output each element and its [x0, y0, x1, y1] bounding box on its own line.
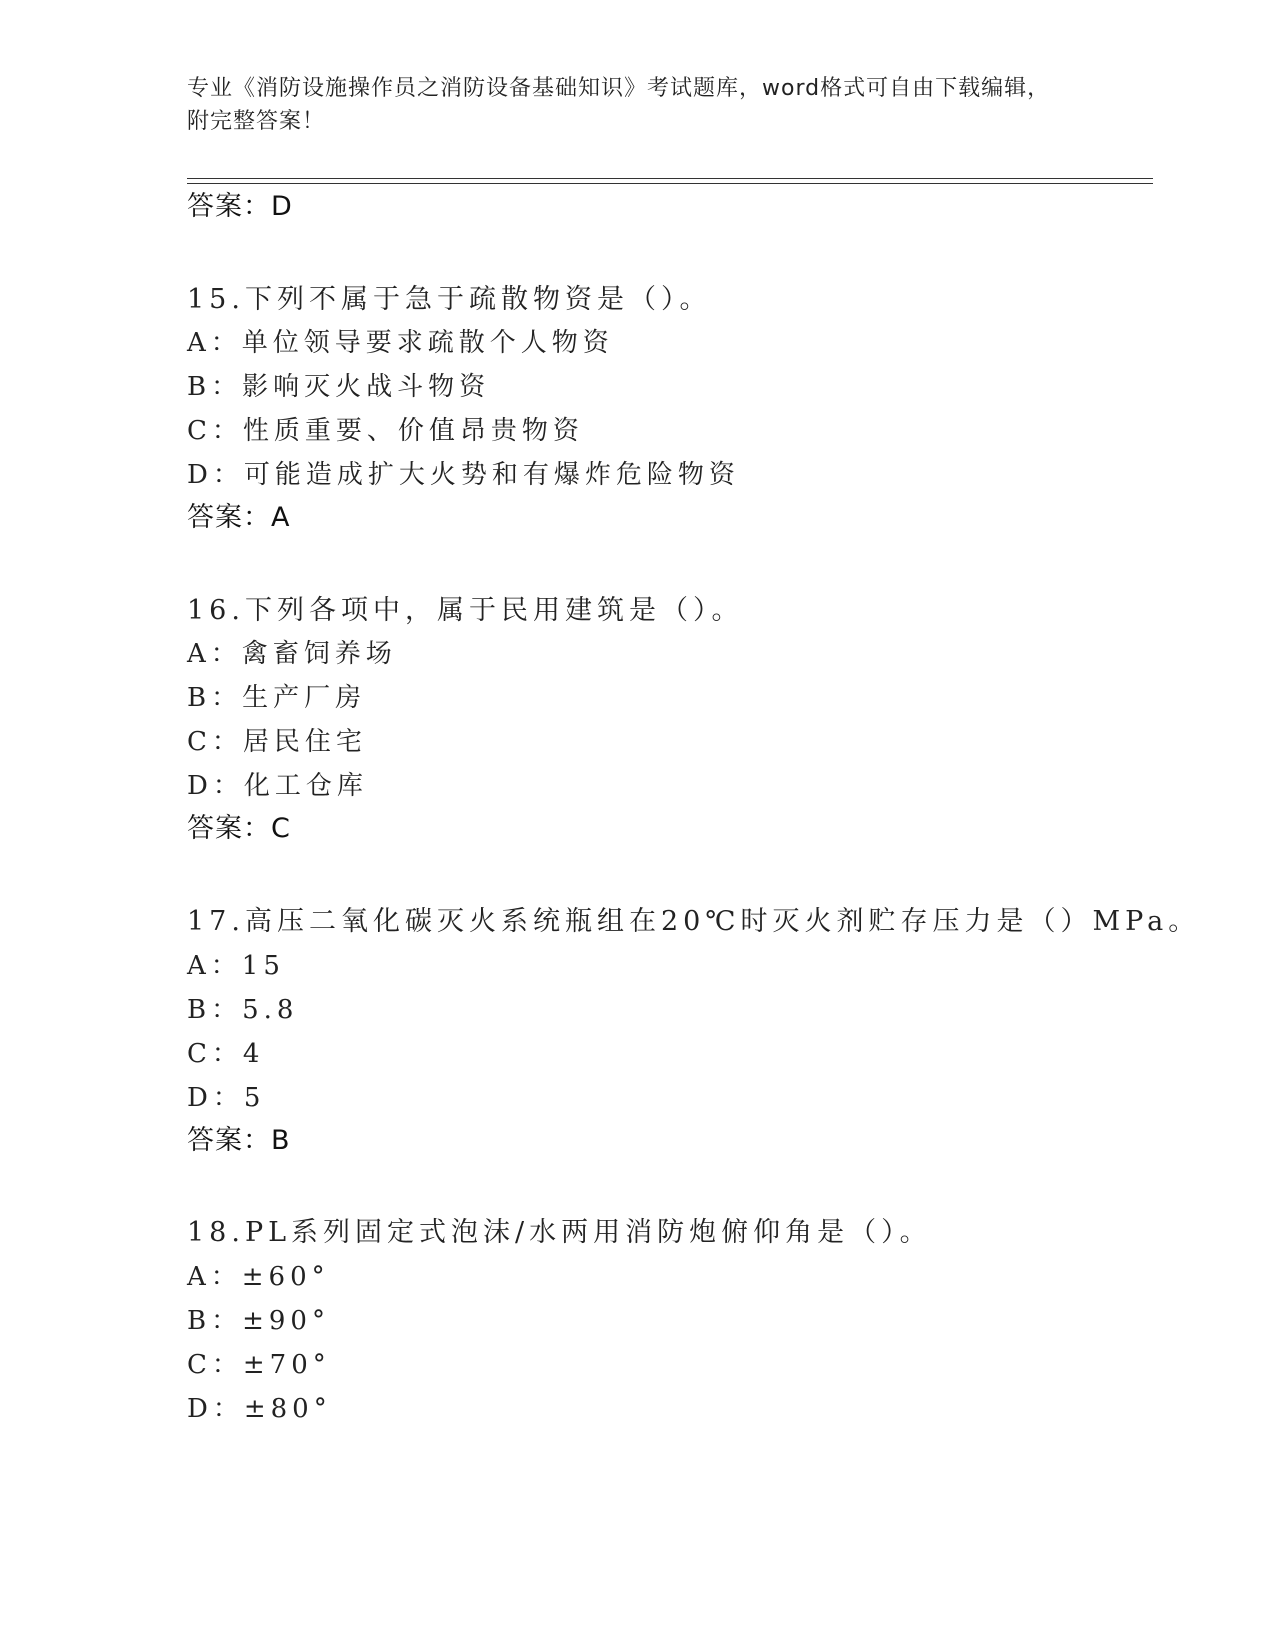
question-stem: 15.下列不属于急于疏散物资是（）。: [187, 284, 712, 315]
answer-line: 答案：B: [187, 1125, 291, 1156]
option-b: B：影响灭火战斗物资: [187, 372, 491, 402]
option-d: D：5: [187, 1083, 266, 1113]
option-c: C：性质重要、价值昂贵物资: [187, 416, 584, 446]
question-stem: 16.下列各项中，属于民用建筑是（）。: [187, 595, 744, 626]
option-b: B：5.8: [187, 995, 299, 1025]
option-a: A：15: [187, 951, 285, 981]
header-rule-top: [187, 178, 1153, 179]
option-c: C：居民住宅: [187, 727, 367, 757]
option-a: A：禽畜饲养场: [187, 639, 397, 669]
question-stem: 17.高压二氧化碳灭火系统瓶组在20℃时灭火剂贮存压力是（）MPa。: [187, 906, 1201, 937]
answer-line: 答案：C: [187, 813, 291, 844]
option-a: A：单位领导要求疏散个人物资: [187, 328, 614, 358]
option-d: D：化工仓库: [187, 771, 368, 801]
option-c: C：±70°: [187, 1350, 331, 1380]
question-stem: 18.PL系列固定式泡沫/水两用消防炮俯仰角是（）。: [187, 1217, 932, 1248]
answer-line: 答案：D: [187, 191, 293, 222]
option-b: B：生产厂房: [187, 683, 367, 713]
header-rule-bottom: [187, 183, 1153, 184]
option-c: C：4: [187, 1039, 265, 1069]
option-d: D：±80°: [187, 1394, 332, 1424]
option-a: A：±60°: [187, 1262, 330, 1292]
page-header: 专业《消防设施操作员之消防设备基础知识》考试题库，word格式可自由下载编辑，附完整答案！: [187, 76, 1051, 134]
option-b: B：±90°: [187, 1306, 330, 1336]
option-d: D：可能造成扩大火势和有爆炸危险物资: [187, 460, 740, 490]
answer-line: 答案：A: [187, 502, 291, 533]
